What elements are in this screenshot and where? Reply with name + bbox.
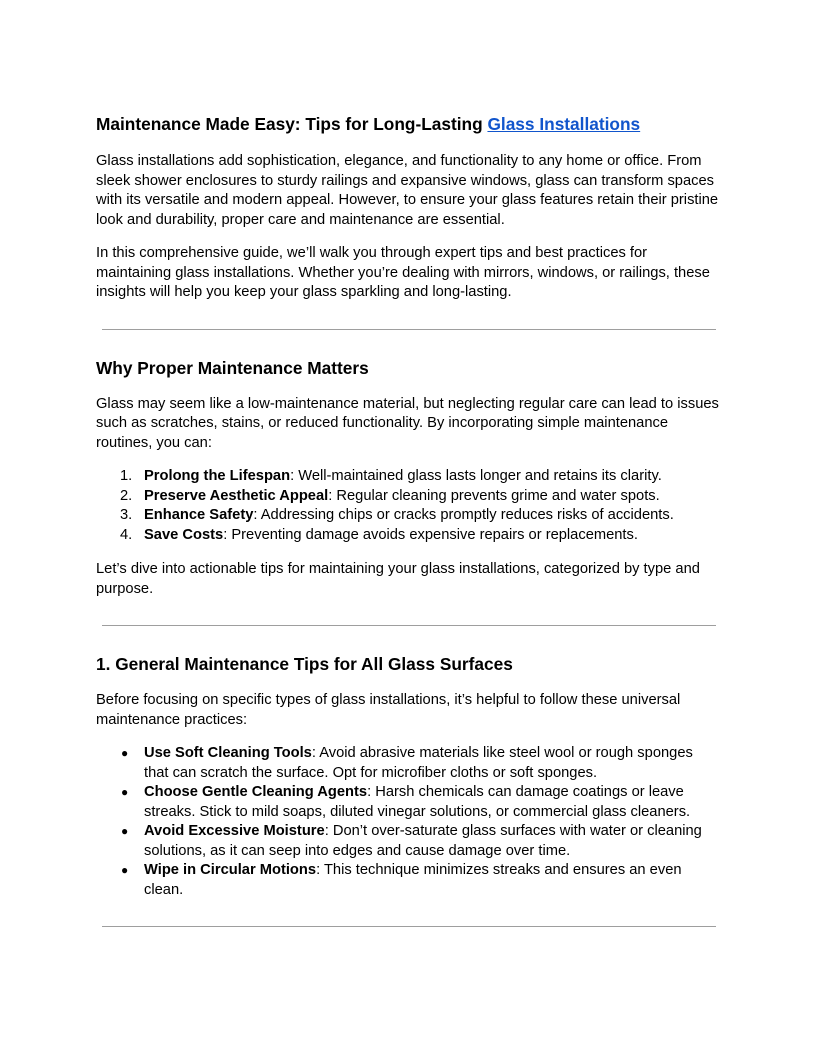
section-divider-3 [102,926,716,927]
list-item [96,467,720,487]
item-bold: Use Soft Cleaning Tools [144,745,312,761]
document-title [96,112,720,136]
bullet-icon: ● [121,824,129,838]
document-page [96,112,720,927]
why-paragraph-1: Glass may seem like a low-maintenance material, but neglecting regular care can lead to issues such as scratches, stains, or reduced functionality. By incorporating simple maintenance routines, you can: [96,395,719,451]
bullet-icon: ● [121,785,129,799]
section-divider-1 [102,329,716,330]
list-item [96,783,720,822]
general-heading: 1. General Maintenance Tips for All Glass Surfaces [96,654,513,674]
list-item [96,526,720,546]
list-item [96,487,720,507]
item-text: : Well-maintained glass lasts longer and retains its clarity. [290,468,662,484]
item-bold: Prolong the Lifespan [144,468,291,484]
general-paragraph-1: Before focusing on specific types of glass installations, it’s helpful to follow these universal maintenance practices: [96,692,681,728]
glass-installations-link[interactable]: Glass Installations [487,114,641,134]
item-text: : Preventing damage avoids expensive repairs or replacements. [223,526,638,543]
bullet-icon: ● [121,746,129,760]
list-item [96,861,720,900]
list-number: 2. [120,487,133,504]
item-text: : This technique minimizes streaks and ensures an even clean. [144,862,682,898]
list-item [96,822,720,861]
list-number: 1. [120,468,133,484]
tips-list [96,744,720,900]
item-bold: Avoid Excessive Moisture [144,823,325,839]
intro-paragraph-1: Glass installations add sophistication, elegance, and functionality to any home or office. From sleek shower enclosures to sturdy railings and expansive windows, glass can transform spaces with its versatile and modern appeal. However, to ensure your glass features retain their pristine look and durability, proper care and maintenance are essential. [96,153,719,228]
why-heading: Why Proper Maintenance Matters [96,357,369,378]
item-bold: Wipe in Circular Motions [144,862,317,878]
title-text: Maintenance Made Easy: Tips for Long-Lasting [96,114,488,134]
item-bold: Enhance Safety [144,507,254,523]
item-text: : Harsh chemicals can damage coatings or leave streaks. Stick to mild soaps, diluted vinegar solutions, or commercial glass cleaners. [144,784,691,820]
item-bold: Save Costs [144,526,224,543]
intro-paragraph-2: In this comprehensive guide, we’ll walk you through expert tips and best practices for maintaining glass installations. Whether you’re dealing with mirrors, windows, or railings, these insights will help you keep your glass sparkling and long-lasting. [96,245,710,300]
item-text: : Addressing chips or cracks promptly reduces risks of accidents. [253,507,674,523]
list-number: 4. [120,526,133,543]
item-bold: Choose Gentle Cleaning Agents [144,784,368,800]
bullet-icon: ● [121,863,129,877]
item-text: : Avoid abrasive materials like steel wool or rough sponges that can scratch the surface. Opt for microfiber cloths or soft sponges. [144,745,693,781]
item-text: : Regular cleaning prevents grime and water spots. [328,487,660,504]
list-item [96,744,720,783]
list-item [96,506,720,526]
item-text: : Don’t over-saturate glass surfaces with water or cleaning solutions, as it can seep into edges and cause damage over time. [144,823,702,859]
section-divider-2 [102,625,716,626]
item-bold: Preserve Aesthetic Appeal [144,487,329,504]
list-number: 3. [120,507,133,523]
benefits-list [96,467,720,545]
why-paragraph-2: Let’s dive into actionable tips for maintaining your glass installations, categorized by type and purpose. [96,561,700,597]
